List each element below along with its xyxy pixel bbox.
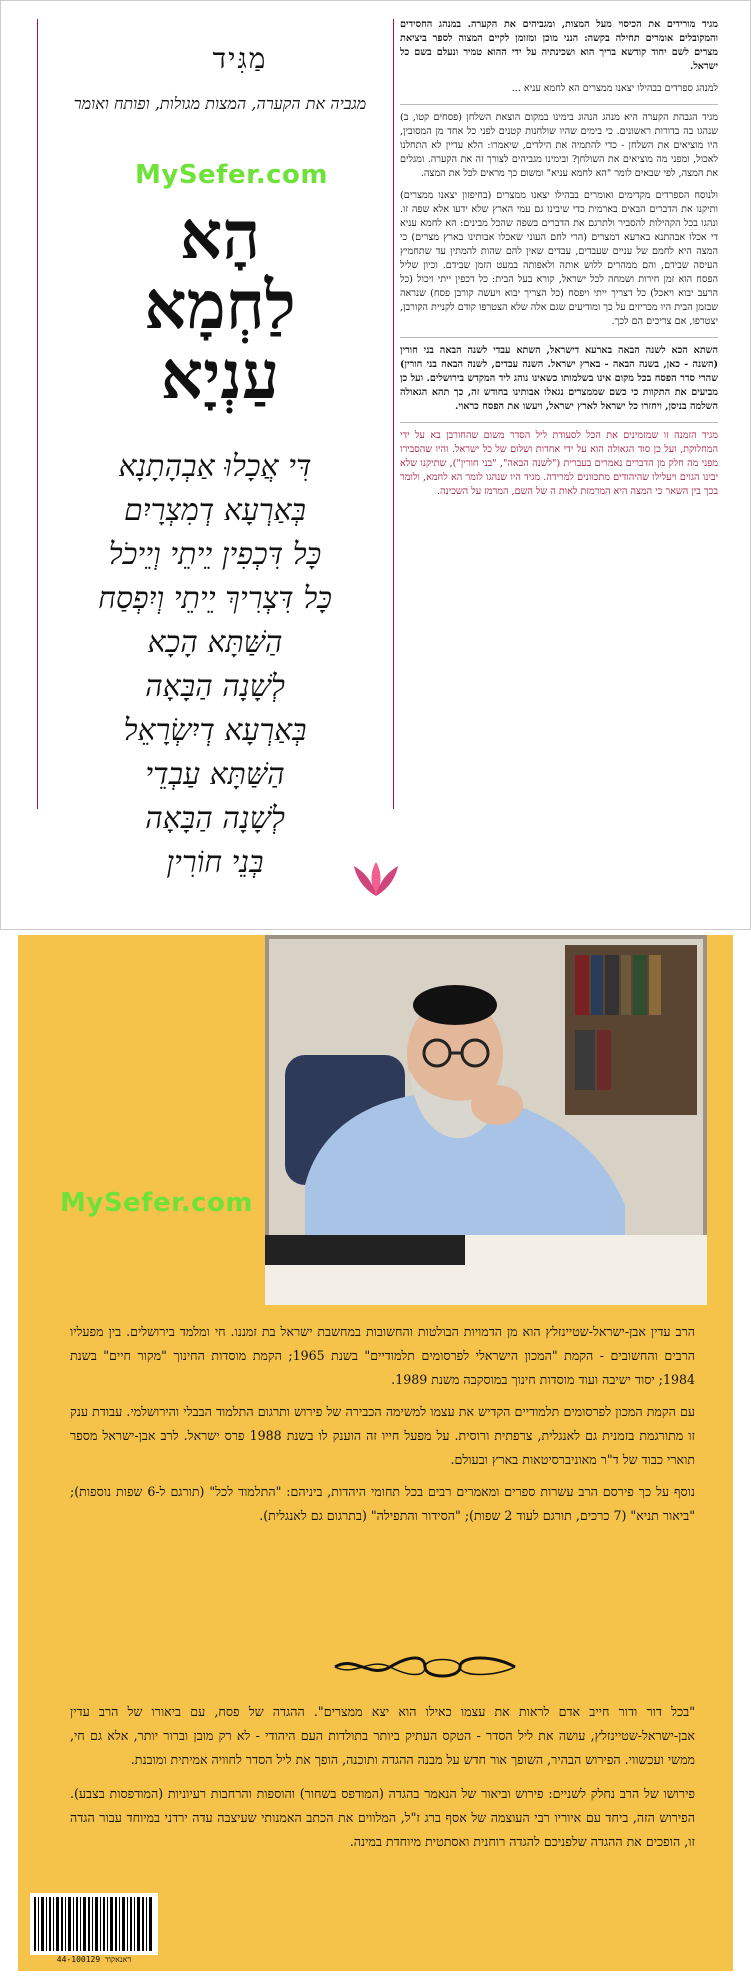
verse-line: הַשַּׁתָּא הָכָא	[147, 625, 283, 660]
bio-paragraph: עם הקמת המכון לפרסומים תלמודיים הקדיש את עצמו למשימה הכבירה של פירוש ותרגום התלמוד הבבלי והירושלמי. עבודת ענק זו מתורגמת בזמנית גם לאנגלית, צרפתית ורוסית. על מפעל חייו זה הוענק לו בשנת 1988 פרס ישראל. לרב אבן-ישראל מספר תוארי כבוד של ד"ר מאוניברסיטאות בארץ ובעולם.	[70, 1404, 695, 1467]
verse-line: בְּאַרְעָא דְיִשְׂרָאֵל	[123, 713, 307, 748]
verse-line: כָּל דִּכְפִין יֵיתֵי וְיֵיכֹל	[108, 537, 322, 572]
divider	[400, 422, 718, 423]
commentary-block: מגיד הזמנה זו שמזמינים את הכל לסעודת ליל הסדר משום שהחורבן בא על ידי המחלוקת, ועל כן סוד הגאולה הוא על ידי אחדות ושלום של כל ישראל. והיו שהסבירו מפני מה חלק מן הדברים נאמרים בעברית ("לשנה הבאה", "בני חורין"), שתיקנו שלא יבינו הגוים ויעלילו שהיהודים מתכוונים למרידה. מגיד היו שנהגו לומר הא לחמא, ולומר בכך בין השאר כי המצה היא המרמזת לאות ה של השם, המרמז על השכינה.	[400, 430, 718, 497]
commentary-block: השתא הכא לשנה הבאה בארעא דישראל, השתא עבדי לשנה הבאה בני חורין (השנה - כאן, בשנה הבאה - בארץ ישראל. השנה עבדים, לשנה הבאה בני חורין) שהרי סדר הפסח בכל מקום אינו בשלמותו כשאינו נוהג ליד המקדש בירושלים. ועל כן מביעים את התקוות כי כשם שממצרים נגאלו אבותינו בחודש זה, כך תהא הגאולה השלמה בניסן, ויחזרו כל ישראל לארץ ישראל, ויעשו את הפסח כראוי.	[400, 345, 718, 412]
description-paragraph: פירושו של הרב נחלק לשניים: פירוש וביאור של הנאמר בהגדה (המודפס בשחור) והוספות והרחבות רעיוניות (המודפסות בצבע). הפירוש הזה, ביחד עם איוריו רבי העוצמה של אסף ברג ז"ל, המלווים את הכתב האמנותי שעיצבה עדה ירדני במיוחד עבור הגדה זו, הופכים את ההגדה שלפניכם להגדה רוחנית ואסתטית מיוחדת במינה.	[70, 1786, 695, 1849]
author-bio	[70, 1320, 695, 1536]
left-margin-line	[37, 19, 38, 809]
title-line: לַחְמָא	[144, 266, 296, 344]
commentary-block: מגיד מורידים את הכיסוי מעל המצות, ומגביהים את הקערה. במנהג החסידים והמקובלים אומרים תחילה בקשה: הנני מוכן ומזומן לקיים המצוה לספר ביציאת מצרים לשם יחוד קודשא בריך הוא ושכינתיה על ידי ההוא טמיר ונעלם בשם כל ישראל.	[400, 19, 718, 72]
verse-line: לְשָׁנָה הַבָּאָה	[145, 669, 285, 704]
verse-line: בְּנֵי חוֹרִין	[166, 845, 264, 880]
verse-line: לְשָׁנָה הַבָּאָה	[145, 801, 285, 836]
book-description	[70, 1700, 695, 1864]
verse-line: כָּל דִּצְרִיךְ יֵיתֵי וְיִפְסַח	[98, 581, 332, 616]
title-line: עַנְיָא	[160, 336, 280, 414]
commentary-block: ולנוסח הספרדים מקדימים ואומרים בבהילו יצאנו ממצרים (בחיפזון יצאנו ממצרים) ותיקנו את הדברים הבאים בארמית כדי שיבינו גם עמי הארץ שלא ידעו אלא שפה זו. ונהגו בכל הקהילות להסביר ולתרגם את הדברים בשפה שהכל מבינים: הא לחמא עניא די אכלו אבהתנא בארעא דמצרים (הרי לחם העוני שאכלו אבותינו בארץ מצרים) כי המצה היא לחמם של עניים שעבדים, עבדים שאין להם שהות להמתין עד שתחמיץ העיסה שבידם, והם ממהרים ללוש אותה ולאפותה במעט הזמן שבידם. וכיון שליל הפסח הוא זמן חירות ושמחה לכל ישראל, קורא בעל הבית: כל דכפין ייתי ויכול (כל הרעב יבוא ויאכל) כל דצריך ייתי ויפסח (כל הצריך יבוא ויעשה קורבן פסח) שנראה שבזמן הבית היו מכריזים על כך ומודיעים שגם אלה שלא הצטרפו קודם לקניית הקורבן, יצטרפו, אם צריכים הם לכך.	[400, 190, 718, 327]
divider	[400, 104, 718, 105]
commentary-block: למנהג ספרדים בבהילו יצאנו ממצרים הא לחמא עניא ...	[511, 83, 718, 94]
bio-paragraph: הרב עדין אבן-ישראל-שטיינזלץ הוא מן הדמויות הבולטות והחשובות במחשבת ישראל בת זמננו. חי ומלמד בירושלים. בין מפעליו הרבים והחשובים - הקמת "המכון הישראלי לפרסומים תלמודיים" בשנת 1965; הקמת מוסדות החינוך "מקור חיים" בשנת 1984; יסוד ישיבה ועוד מוסדות חינוך במוסקבה משנת 1989.	[70, 1324, 695, 1387]
scroll-ornament-icon	[330, 1655, 520, 1679]
verse-line: הַשַּׁתָּא עַבְדֵי	[145, 757, 285, 792]
verse-line: בְּאַרְעָא דְמִצְרָיִם	[123, 493, 307, 528]
magid-subtitle: מגביה את הקערה, המצות מגולות, ופותח ואומר	[73, 94, 367, 113]
barcode-number: 44-100129 דאנאקוד	[56, 1955, 132, 1964]
ha-lachma-title	[70, 196, 370, 414]
watermark-bottom: MySefer.com	[60, 1188, 253, 1218]
watermark-top: MySefer.com	[135, 160, 328, 190]
commentary-column	[400, 18, 718, 507]
aramaic-verse	[40, 445, 390, 885]
title-line: הָא	[179, 196, 261, 274]
barcode	[30, 1893, 158, 1955]
magid-heading: מַגִּיד	[212, 42, 268, 75]
commentary-block: מגיד הגבהת הקערה היא מנהג הנהוג בימינו במקום הוצאת השלחן (פסחים קטו, ב) שנהגו בה בדורות ראשונים. כי בימים שהיו שולחנות קטנים לפני כל אחד מן המסובין, היו מוציאים את השלחן - כדי להתמיה את הילדים, שיאמרו: הלא עדיין לא התחלנו לאכול, ומפני מה מוציאים את השולחן? ובימינו מגביהים לצורך זה את הקערה. ומגלים את המצה, לפי שבאים לומר "הא לחמא עניא" ומשום כך מראים לכל את המצה.	[400, 112, 718, 179]
floral-ornament-icon	[352, 858, 400, 898]
author-photo	[265, 935, 707, 1305]
verse-line: דִּי אֲכָלוּ אַבְהָתָנָא	[118, 449, 312, 484]
description-paragraph: "בכל דור ודור חייב אדם לראות את עצמו כאילו הוא יצא ממצרים". ההגדה של פסח, עם ביאורו של הרב עדין אבן-ישראל-שטיינזלץ, עושה את ליל הסדר - הטקס העתיק ביותר בתולדות העם היהודי - לא רק מובן וברור יותר, אלא גם חי, ממשי ועכשווי. הפירוש הבהיר, השופך אור חדש על מבנה ההגדה ותוכנה, הופך את ליל הסדר לחוויה אמיתית ומובנת.	[70, 1704, 695, 1767]
divider	[400, 337, 718, 338]
center-margin-line	[393, 19, 394, 809]
bio-paragraph: נוסף על כך פירסם הרב עשרות ספרים ומאמרים רבים בכל תחומי היהדות, ביניהם: "התלמוד לכל" (תורגם ל-6 שפות נוספות); "ביאור תניא" (7 כרכים, תורגם לעוד 2 שפות); "הסידור והתפילה" (בתרגום גם לאנגלית).	[70, 1484, 695, 1523]
